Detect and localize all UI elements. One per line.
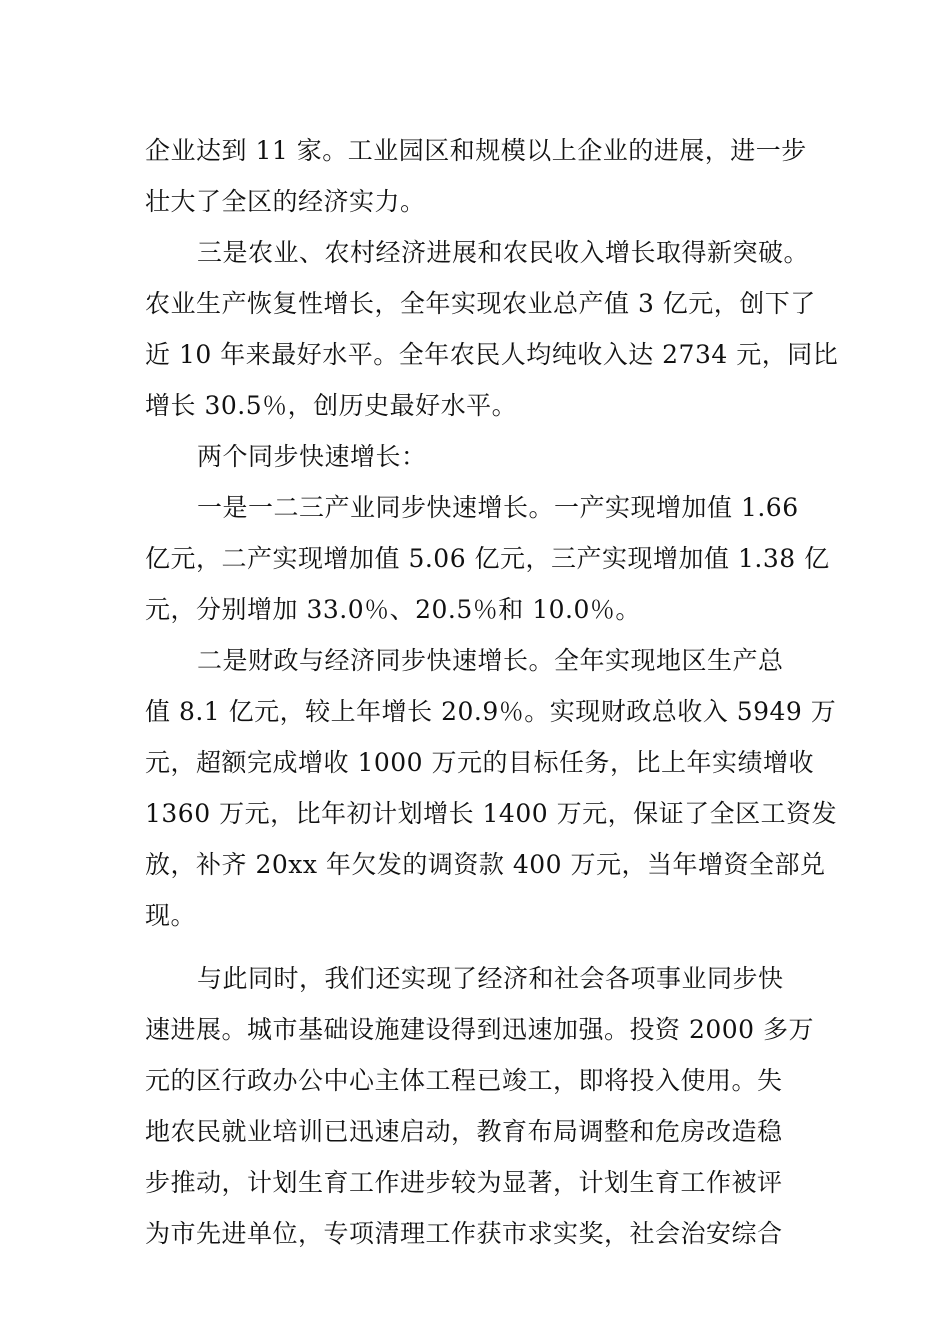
paragraph-start: 三是农业、农村经济进展和农民收入增长取得新突破。 — [197, 238, 810, 267]
text-line: 放，补齐 20xx 年欠发的调资款 400 万元，当年增资全部兑 — [145, 850, 826, 879]
section-heading: 两个同步快速增长： — [197, 442, 427, 471]
paragraph-start: 一是一二三产业同步快速增长。一产实现增加值 1.66 — [197, 493, 799, 522]
paragraph-start: 二是财政与经济同步快速增长。全年实现地区生产总 — [197, 646, 784, 675]
text-line: 步推动，计划生育工作进步较为显著，计划生育工作被评 — [145, 1168, 783, 1197]
text-line: 农业生产恢复性增长，全年实现农业总产值 3 亿元，创下了 — [145, 289, 816, 318]
text-line: 地农民就业培训已迅速启动，教育布局调整和危房改造稳 — [145, 1117, 783, 1146]
text-line: 元的区行政办公中心主体工程已竣工，即将投入使用。失 — [145, 1066, 783, 1095]
text-line: 企业达到 11 家。工业园区和规模以上企业的进展，进一步 — [145, 136, 807, 165]
text-line: 元，分别增加 33.0％、20.5％和 10.0％。 — [145, 595, 641, 624]
text-line: 元，超额完成增收 1000 万元的目标任务，比上年实绩增收 — [145, 748, 815, 777]
paragraph-gap — [145, 941, 815, 953]
text-line: 增长 30.5％，创历史最好水平。 — [145, 391, 518, 420]
text-line: 壮大了全区的经济实力。 — [145, 187, 426, 216]
text-line: 亿元，二产实现增加值 5.06 亿元，三产实现增加值 1.38 亿 — [145, 544, 830, 573]
text-line: 值 8.1 亿元，较上年增长 20.9％。实现财政总收入 5949 万 — [145, 697, 837, 726]
text-line: 1360 万元，比年初计划增长 1400 万元，保证了全区工资发 — [145, 799, 838, 828]
text-line: 为市先进单位，专项清理工作获市求实奖，社会治安综合 — [145, 1219, 783, 1248]
text-line: 速进展。城市基础设施建设得到迅速加强。投资 2000 多万 — [145, 1015, 815, 1044]
text-line: 现。 — [145, 901, 197, 930]
paragraph-start: 与此同时，我们还实现了经济和社会各项事业同步快 — [197, 964, 784, 993]
document-body — [145, 125, 839, 1259]
text-line: 近 10 年来最好水平。全年农民人均纯收入达 2734 元，同比 — [145, 340, 839, 369]
